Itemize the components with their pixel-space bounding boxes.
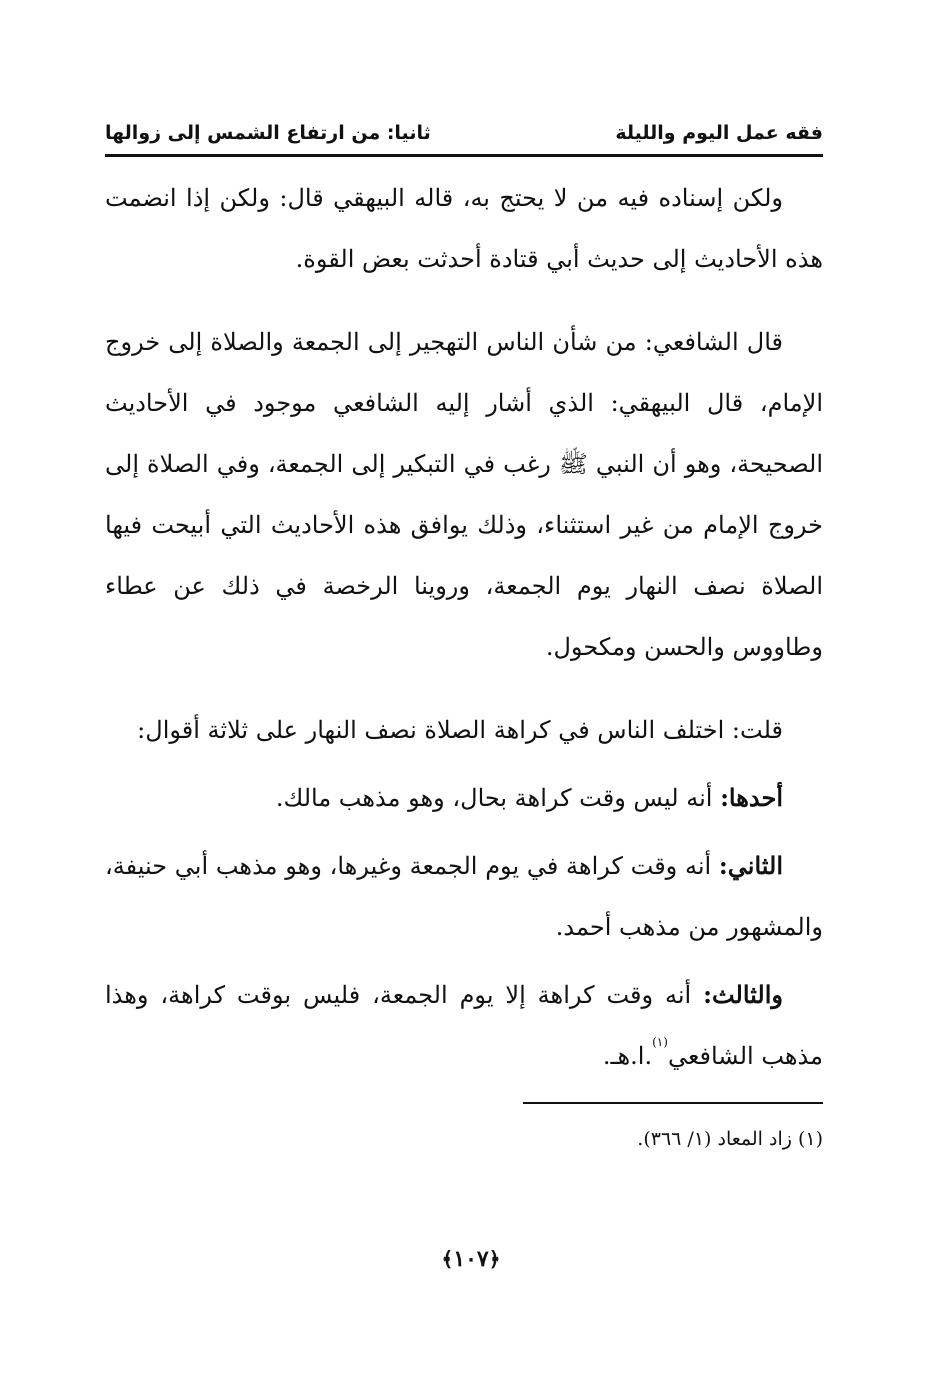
running-header: [105, 118, 823, 152]
ornament-left: ﴾: [441, 1247, 454, 1271]
footnote: [105, 1122, 823, 1156]
ornament-right: ﴿: [488, 1247, 501, 1271]
footnote-divider: [523, 1102, 823, 1104]
footnote-reference[interactable]: (١): [652, 1035, 668, 1049]
paragraph-third-opinion: [105, 964, 823, 1087]
opinion-lead: أحدها:: [720, 783, 783, 812]
book-title: فقه عمل اليوم والليلة: [615, 122, 823, 144]
opinion-lead: الثاني:: [718, 851, 783, 880]
main-text: [105, 168, 823, 1087]
paragraph-first-opinion: [105, 767, 823, 829]
paragraph-qultu: [105, 700, 823, 761]
opinion-lead: والثالث:: [703, 980, 783, 1009]
paragraph-shafii: [105, 312, 823, 678]
paragraph-isnad: [105, 168, 823, 290]
paragraph-second-opinion: [105, 835, 823, 958]
paragraph-text: أنه ليس وقت كراهة بحال، وهو مذهب مالك.: [275, 784, 721, 812]
section-title: ثانيا: من ارتفاع الشمس إلى زوالها: [105, 122, 431, 144]
header-divider: [105, 154, 823, 157]
paragraph-text: قلت: اختلف الناس في كراهة الصلاة نصف النهار على ثلاثة أقوال:: [137, 716, 783, 744]
paragraph-text: أنه وقت كراهة إلا يوم الجمعة، فليس بوقت كراهة، وهذا مذهب الشافعي: [105, 981, 823, 1070]
page-number: [0, 1246, 942, 1272]
paragraph-text: ولكن إسناده فيه من لا يحتج به، قاله البيهقي قال: ولكن إذا انضمت هذه الأحاديث إلى حديث أبي قتادة أحدثت بعض القوة.: [105, 184, 823, 273]
paragraph-text: أنه وقت كراهة في يوم الجمعة وغيرها، وهو مذهب أبي حنيفة، والمشهور من مذهب أحمد.: [105, 852, 823, 941]
paragraph-tail: .ا.هـ.: [602, 1042, 653, 1070]
page-number-value: ١٠٧: [453, 1246, 489, 1272]
paragraph-text: قال الشافعي: من شأن الناس التهجير إلى الجمعة والصلاة إلى خروج الإمام، قال البيهقي: الذي أشار إليه الشافعي موجود في الأحاديث الصحيحة، وهو أن النبي ﷺ رغب في التبكير إلى الجمعة، وفي الصلاة إلى خروج الإمام من غير استثناء، وذلك يوافق هذه الأحاديث التي أبيحت فيها الصلاة نصف النهار يوم الجمعة، وروينا الرخصة في ذلك عن عطاء وطاووس والحسن ومكحول.: [105, 328, 823, 661]
footnote-text: (١) زاد المعاد (١/ ٣٦٦).: [637, 1128, 823, 1150]
